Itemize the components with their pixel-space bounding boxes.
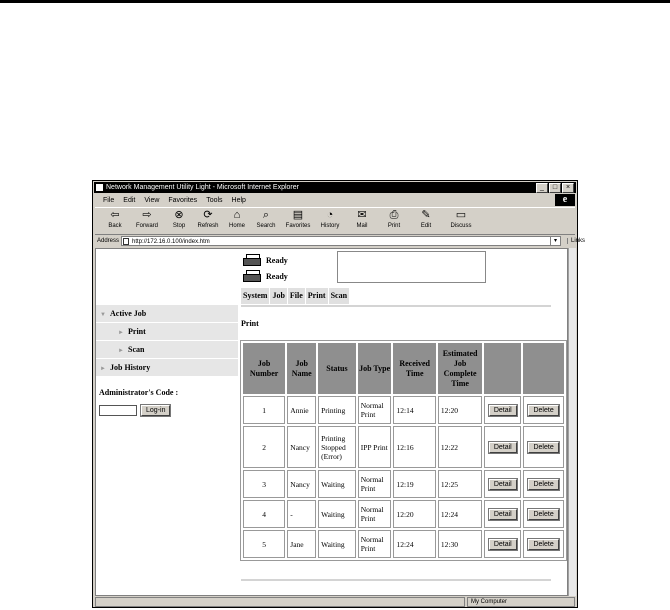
history-icon: ◔ (326, 209, 334, 221)
menu-bar (95, 194, 575, 206)
menu-help[interactable]: Help (231, 196, 246, 204)
detail-cell (484, 470, 521, 498)
delete-cell (523, 426, 564, 468)
job-number: 4 (243, 500, 285, 528)
delete-cell (523, 500, 564, 528)
job-number: 3 (243, 470, 285, 498)
job-name: Nancy (287, 426, 316, 468)
address-label: Address (97, 238, 120, 244)
forward-arrow-icon: ⇨ (142, 209, 152, 221)
nav-active-job[interactable]: ▼ Active Job (96, 305, 238, 323)
job-type: Normal Print (358, 396, 392, 424)
print-button[interactable]: ⎙ Print (380, 208, 408, 230)
left-navigation (96, 305, 238, 377)
delete-button[interactable]: Delete (528, 539, 558, 550)
job-status: Waiting (318, 470, 356, 498)
printer-status (243, 252, 288, 284)
stop-button[interactable]: ⊗ Stop (165, 208, 193, 230)
estimated-time: 12:22 (438, 426, 482, 468)
status-line-1 (243, 252, 288, 268)
job-name: Annie (287, 396, 316, 424)
detail-button[interactable]: Detail (489, 509, 517, 520)
history-button[interactable]: ◔ History (316, 208, 344, 230)
refresh-button[interactable]: ⟳ Refresh (194, 208, 222, 230)
table-row (243, 470, 564, 498)
job-number: 2 (243, 426, 285, 468)
stop-icon: ⊗ (174, 209, 184, 221)
detail-button[interactable]: Detail (489, 442, 517, 453)
detail-cell (484, 530, 521, 558)
tab-divider (241, 305, 551, 307)
delete-cell (523, 530, 564, 558)
back-arrow-icon: ⇦ (110, 209, 120, 221)
edit-icon: ✎ (421, 209, 431, 221)
printer-icon (243, 254, 261, 267)
maximize-button[interactable]: □ (549, 183, 561, 193)
estimated-time: 12:20 (438, 396, 482, 424)
status-main-pane (95, 597, 465, 607)
job-table (240, 340, 567, 561)
received-time: 12:14 (393, 396, 435, 424)
nav-print[interactable]: ► Print (96, 323, 238, 341)
job-type: Normal Print (358, 530, 392, 558)
triangle-right-icon: ► (118, 348, 124, 354)
job-status: Waiting (318, 530, 356, 558)
col-delete (523, 343, 564, 394)
print-icon: ⎙ (389, 209, 399, 221)
admin-code-label: Administrator's Code : (99, 388, 179, 397)
job-number: 1 (243, 396, 285, 424)
ie-logo-icon: e (555, 194, 575, 206)
job-status: Printing Stopped (Error) (318, 426, 356, 468)
col-job-name: Job Name (287, 343, 316, 394)
links-button[interactable]: Links (567, 238, 585, 244)
table-row (243, 396, 564, 424)
estimated-time: 12:24 (438, 500, 482, 528)
home-icon: ⌂ (233, 209, 241, 221)
tab-job[interactable]: Job (270, 288, 286, 304)
estimated-time: 12:25 (438, 470, 482, 498)
mail-icon: ✉ (357, 209, 367, 221)
delete-button[interactable]: Delete (528, 405, 558, 416)
favorites-button[interactable]: ▤ Favorites (281, 208, 315, 230)
job-status: Printing (318, 396, 356, 424)
window-title: Network Management Utility Light - Microsoft Internet Explorer (106, 184, 299, 191)
col-received-time: Received Time (393, 343, 435, 394)
mail-button[interactable]: ✉ Mail (345, 208, 379, 230)
status-bar (95, 597, 575, 607)
tab-bar (241, 288, 349, 304)
received-time: 12:20 (393, 500, 435, 528)
address-bar (95, 235, 586, 247)
job-status: Waiting (318, 500, 356, 528)
search-icon: ⌕ (262, 209, 270, 221)
delete-cell (523, 470, 564, 498)
discuss-icon: ▭ (455, 209, 467, 221)
job-type: Normal Print (358, 500, 392, 528)
delete-button[interactable]: Delete (528, 479, 558, 490)
job-type: Normal Print (358, 470, 392, 498)
estimated-time: 12:30 (438, 530, 482, 558)
table-row (243, 426, 564, 468)
detail-cell (484, 426, 521, 468)
job-name: Nancy (287, 470, 316, 498)
detail-button[interactable]: Detail (489, 405, 517, 416)
refresh-icon: ⟳ (203, 209, 213, 221)
admin-login-row (99, 405, 170, 416)
received-time: 12:19 (393, 470, 435, 498)
received-time: 12:24 (393, 530, 435, 558)
detail-cell (484, 500, 521, 528)
table-row (243, 500, 564, 528)
printer-icon (243, 270, 261, 283)
triangle-right-icon: ► (118, 330, 124, 336)
tab-system[interactable]: System (241, 288, 269, 304)
menu-file[interactable]: File (103, 196, 115, 204)
nav-scan[interactable]: ► Scan (96, 341, 238, 359)
detail-cell (484, 396, 521, 424)
tab-scan[interactable]: Scan (329, 288, 349, 304)
page-icon (123, 238, 129, 245)
col-estimated-time: Estimated Job Complete Time (438, 343, 482, 394)
message-box (337, 251, 486, 283)
menu-edit[interactable]: Edit (123, 196, 136, 204)
section-title: Print (241, 319, 259, 328)
menu-favorites[interactable]: Favorites (168, 196, 198, 204)
nav-job-history[interactable]: ► Job History (96, 359, 238, 377)
title-bar (94, 182, 576, 193)
address-dropdown-icon[interactable]: ▾ (550, 237, 560, 245)
delete-button[interactable]: Delete (528, 442, 558, 453)
back-button[interactable]: ⇦ Back (101, 208, 129, 230)
address-input[interactable] (121, 236, 561, 246)
status-line-2 (243, 268, 288, 284)
toolbar (95, 207, 575, 235)
address-url: http://172.16.0.100/index.htm (132, 239, 210, 245)
login-button[interactable]: Log-in (141, 405, 170, 416)
col-job-number: Job Number (243, 343, 285, 394)
edit-button[interactable]: ✎ Edit (409, 208, 443, 230)
received-time: 12:16 (393, 426, 435, 468)
page-content (95, 248, 568, 596)
home-button[interactable]: ⌂ Home (223, 208, 251, 230)
bottom-divider (241, 579, 551, 581)
col-job-type: Job Type (358, 343, 392, 394)
job-name: Jane (287, 530, 316, 558)
browser-window (92, 180, 586, 608)
job-type: IPP Print (358, 426, 392, 468)
admin-code-input[interactable] (99, 405, 137, 416)
search-button[interactable]: ⌕ Search (252, 208, 280, 230)
app-icon (96, 184, 103, 191)
vertical-scrollbar[interactable] (568, 248, 576, 596)
menu-tools[interactable]: Tools (206, 196, 223, 204)
table-header-row (243, 343, 564, 394)
status-text-2: Ready (266, 271, 288, 281)
col-detail (484, 343, 521, 394)
menu-view[interactable]: View (144, 196, 160, 204)
triangle-down-icon: ▼ (100, 312, 106, 318)
triangle-right-icon: ► (100, 366, 106, 372)
job-number: 5 (243, 530, 285, 558)
minimize-button[interactable]: _ (536, 183, 548, 193)
status-zone: My Computer (467, 597, 575, 607)
favorites-icon: ▤ (292, 209, 304, 221)
page-top-rule (0, 0, 670, 3)
detail-button[interactable]: Detail (489, 479, 517, 490)
col-status: Status (318, 343, 356, 394)
discuss-button[interactable]: ▭ Discuss (444, 208, 478, 230)
tab-file[interactable]: File (288, 288, 305, 304)
close-button[interactable]: × (562, 183, 574, 193)
job-name: - (287, 500, 316, 528)
detail-button[interactable]: Detail (489, 539, 517, 550)
status-text-1: Ready (266, 255, 288, 265)
delete-cell (523, 396, 564, 424)
table-row (243, 530, 564, 558)
forward-button[interactable]: ⇨ Forward (130, 208, 164, 230)
tab-print[interactable]: Print (306, 288, 328, 304)
delete-button[interactable]: Delete (528, 509, 558, 520)
